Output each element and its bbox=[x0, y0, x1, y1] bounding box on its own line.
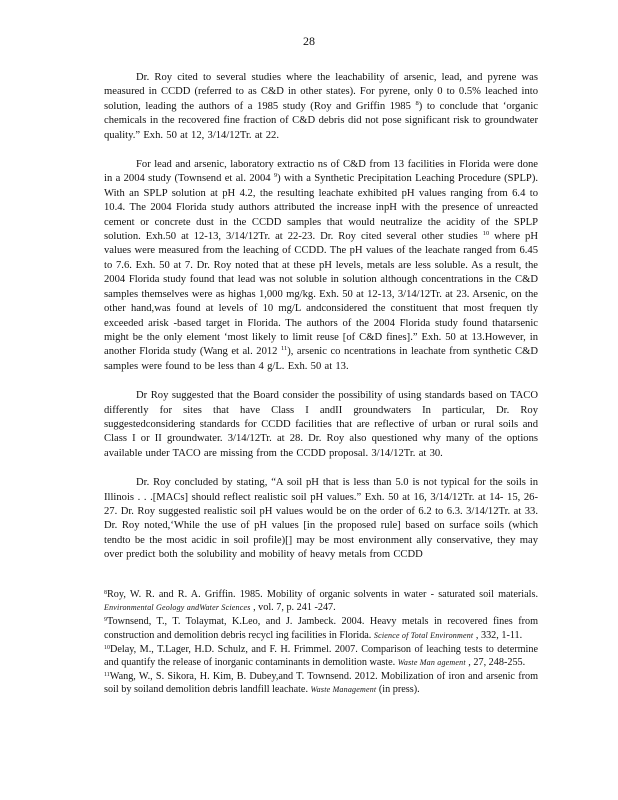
text-run: Townsend, T., T. Tolaymat, K.Leo, and J. Jambeck. 2004. Heavy metals in recovered fines from construction and demolition debris recycl ing facilities in Florida. bbox=[104, 616, 538, 641]
footnote-marker: 11 bbox=[280, 345, 288, 353]
journal-title: Waste Man agement bbox=[397, 658, 466, 668]
footnotes bbox=[104, 588, 538, 698]
text-run: Dr. Roy cited to several studies where the leachability of arsenic, lead, and pyrene was measured in CCDD (referred to as C&D in other states). For pyrene, only 0 to 0.5% leached into solution, leading the authors of a 1985 study (Roy and Griffin 1985 bbox=[104, 72, 538, 112]
footnote bbox=[104, 643, 538, 669]
text-run: ) to conclude that ‘organic chemicals in the recovered fine fraction of C&D debris did not pose significant risk to groundwater quality.” Exh. 50 at 12, 3/14/12Tr. at 22. bbox=[104, 100, 538, 141]
text-run: (in press). bbox=[376, 684, 420, 696]
journal-title: Environmental Geology andWater Sciences bbox=[104, 603, 251, 613]
text-run: where pH values were measured from the leaching of CCDD. The pH values of the leachate ranged from 6.45 to 7.6. Exh. 50 at 7. Dr. Roy noted that at these pH levels, metals are less soluble. As a result, the 2004 Florida study found that lead was not soluble in solution although concentrations in the C&D samples themselves were as highas 1,000 mg/kg. Exh. 50 at 12-13, 3/14/12Tr. at 23. Arsenic, on the other hand,was found at levels of 10 mg/L andconsidered the constituent that most frequen tly exceeded arisk -based target in Florida. The authors of the 2004 Florida study found thatarsenic might be the only element ‘most likely to limit reuse [of C&D fines].” Exh. 50 at 13.However, in another Florida study (Wang et al. 2012 bbox=[104, 231, 538, 358]
footnote-marker: 8 bbox=[104, 590, 107, 596]
paragraph bbox=[104, 71, 538, 143]
journal-title: Science of Total Environment bbox=[373, 630, 474, 640]
footnote bbox=[104, 588, 538, 614]
footnote-marker: 9 bbox=[104, 617, 107, 624]
text-run: , vol. 7, p. 241 -247. bbox=[250, 602, 336, 614]
text-run: Wang, W., S. Sikora, H. Kim, B. Dubey,and T. Townsend. 2012. Mobilization of iron and arsenic from soil by soiland demolition debris landfill leachate. bbox=[104, 671, 538, 696]
text-run: , 27, 248-255. bbox=[465, 657, 526, 669]
footnote-marker: 8 bbox=[415, 99, 419, 107]
text-run: Dr. Roy concluded by stating, “A soil pH that is less than 5.0 is not typical for the soils in Illinois . . .[MACs] should reflect realistic soil pH values.” Exh. 50 at 16, 3/14/12Tr. at 14- 15, 26-27. Dr. Roy suggested realistic soil pH values would be on the order of 6.2 to 6.3. 3/14/12Tr. at 33. Dr. Roy noted,‘While the use of pH values [in the proposed rule] based on surface soils (which tendto be the most acidic in soil profile)[] may be most environment ally conservative, they may over predict both the solubility and mobility of heavy metals from CCDD bbox=[104, 477, 538, 561]
text-run: Dr Roy suggested that the Board consider the possibility of using standards based on TACO differently for sites that have Class I andII groundwaters In particular, Dr. Roy suggestedconsidering standards for CCDD facilities that are reflective of urban or rural soils and Class I or II groundwater. 3/14/12Tr. at 28. Dr. Roy also questioned why many of the options available under TACO are missing from the CCDD proposal. 3/14/12Tr. at 30. bbox=[104, 390, 538, 459]
footnote-marker: 9 bbox=[273, 172, 278, 180]
footnote bbox=[104, 670, 538, 696]
footnote-marker: 10 bbox=[104, 644, 110, 651]
text-run: ), arsenic co ncentrations in leachate from synthetic C&D samples were found to be less than 4 g/L. Exh. 50 at 13. bbox=[104, 346, 538, 372]
footnote-marker: 11 bbox=[104, 672, 110, 679]
body-text bbox=[104, 71, 538, 578]
text-run: Delay, M., T.Lager, H.D. Schulz, and F. H. Frimmel. 2007. Comparison of leaching tests to determine and quantify the release of inorganic contaminants in demolition waste. bbox=[104, 643, 538, 669]
paragraph bbox=[104, 476, 538, 562]
footnote-marker: 10 bbox=[482, 230, 490, 238]
paragraph bbox=[104, 389, 538, 461]
paragraph bbox=[104, 158, 538, 374]
text-run: Roy, W. R. and R. A. Griffin. 1985. Mobility of organic solvents in water - saturated soil materials. bbox=[107, 589, 538, 600]
text-run: For lead and arsenic, laboratory extractio ns of C&D from 13 facilities in Florida were done in a 2004 study (Townsend et al. 2004 bbox=[104, 159, 538, 185]
footnote bbox=[104, 615, 538, 641]
text-run: ) with a Synthetic Precipitation Leaching Procedure (SPLP). With an SPLP solution at pH 4.2, the resulting leachate exhibited pH values ranging from 6.4 to 10.4. The 2004 Florida study authors attributed the increase inpH with the presence of unreacted cement or concrete dust in the CCDD samples that would neutralize the acidity of the SPLP solution. Exh.50 at 12-13, 3/14/12Tr. at 22-23. Dr. Roy cited several other studies bbox=[104, 173, 538, 243]
text-run: , 332, 1-11. bbox=[473, 629, 523, 641]
page-number: 28 bbox=[303, 34, 315, 48]
journal-title: Waste Management bbox=[310, 685, 377, 695]
